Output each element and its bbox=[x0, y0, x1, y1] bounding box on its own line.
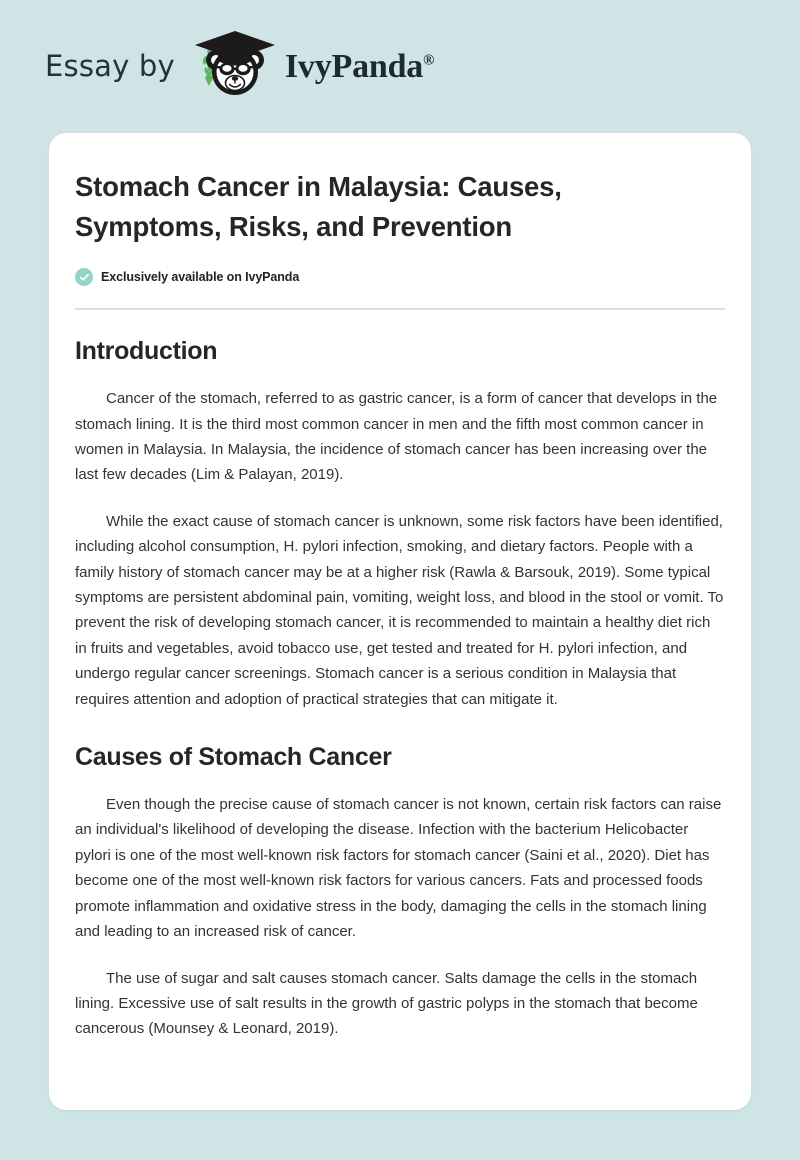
essay-by-label: Essay by bbox=[45, 49, 175, 83]
brand-wordmark bbox=[284, 47, 435, 85]
exclusive-availability-badge bbox=[75, 268, 725, 286]
brand-name-text: IvyPanda bbox=[284, 47, 424, 85]
section-introduction bbox=[75, 336, 725, 712]
check-circle-icon bbox=[75, 268, 93, 286]
title-divider bbox=[75, 308, 725, 310]
paragraph: Even though the precise cause of stomach cancer is not known, certain risk factors can raise an individual's likelihood of developing the disease. Infection with the bacterium Helicobacter pylori is one of the most well-known risk factors for stomach cancer (Saini et al., 2020). Diet has become one of the most well-known risk factors for various cancers. Fats and processed foods promote inflammation and oxidative stress in the body, damaging the cells in the stomach lining and leading to an increased risk of cancer. bbox=[75, 796, 722, 941]
ivypanda-panda-graduate-logo bbox=[187, 27, 283, 103]
registered-trademark-mark: ® bbox=[423, 52, 435, 69]
site-header bbox=[0, 0, 800, 133]
status-badge: Exclusively available on IvyPanda bbox=[101, 270, 300, 285]
paragraph: The use of sugar and salt causes stomach cancer. Salts damage the cells in the stomach lining. Excessive use of salt results in the growth of gastric polyps in the stomach that become cancerous (Mounsey & Leonard, 2019). bbox=[75, 969, 698, 1038]
section-heading-causes: Causes of Stomach Cancer bbox=[75, 743, 392, 772]
page-title: Stomach Cancer in Malaysia: Causes, Symptoms, Risks, and Prevention bbox=[75, 171, 562, 242]
essay-paper-card bbox=[49, 133, 751, 1110]
section-heading-introduction: Introduction bbox=[75, 337, 218, 366]
section-causes-of-stomach-cancer bbox=[75, 742, 725, 1042]
brand-lockup[interactable] bbox=[45, 31, 434, 103]
paragraph: While the exact cause of stomach cancer is unknown, some risk factors have been identified, including alcohol consumption, H. pylori infection, smoking, and dietary factors. People with a family history of stomach cancer may be at a higher risk (Rawla & Barsouk, 2019). Some typical symptoms are persistent abdominal pain, vomiting, weight loss, and blood in the stool or vomit. To prevent the risk of developing stomach cancer, it is recommended to maintain a healthy diet rich in fruits and vegetables, avoid tobacco use, get tested and treated for H. pylori infection, and undergo regular cancer screenings. Stomach cancer is a serious condition in Malaysia that requires attention and adoption of practical strategies that can mitigate it. bbox=[75, 512, 724, 708]
paragraph: Cancer of the stomach, referred to as gastric cancer, is a form of cancer that develops in the stomach lining. It is the third most common cancer in men and the fifth most common cancer in women in Malaysia. In Malaysia, the incidence of stomach cancer has been increasing over the last few decades (Lim & Palayan, 2019). bbox=[75, 390, 718, 484]
essay-content bbox=[75, 167, 725, 1042]
